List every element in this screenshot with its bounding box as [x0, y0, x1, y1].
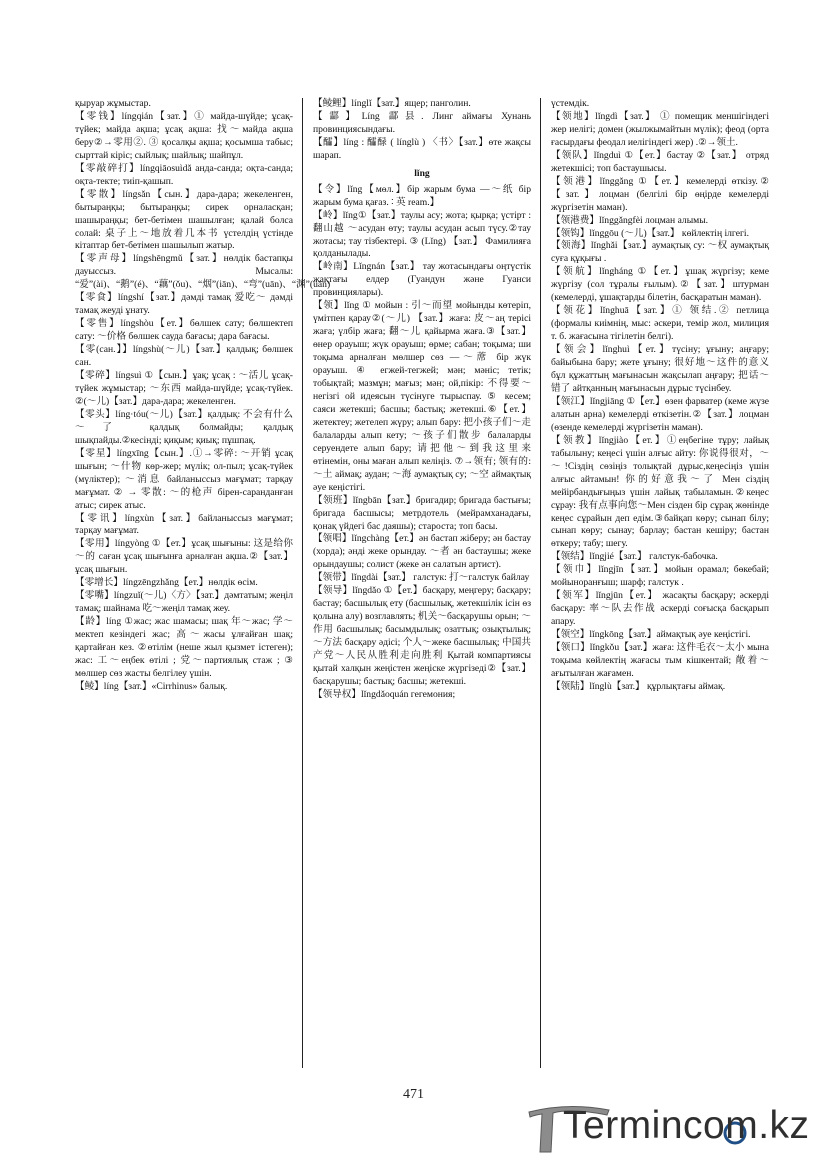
dictionary-entry: 【领海】lǐnghǎi【зат.】аумақтық су: ～权 аумақтық суға құқығы . — [551, 240, 769, 265]
dictionary-entry: 【领花】lǐnghuā【зат.】① 领结.② петлица (формалы киімнің, мыс: әскери, темір жол, милиция т. б. жағасына тігілетін белгі). — [551, 305, 769, 343]
dictionary-entry: 【零增长】língzēngzhǎng【ет.】нөлдік өсім. — [75, 577, 258, 589]
dictionary-entry: 【领口】lǐngkǒu【зат.】жаға: 这件毛衣～太小 мына тоқыма көйлектің жағасы тым кішкентай; 敞着～ағытылған жағамен. — [551, 642, 769, 679]
dictionary-entry: 【领】lǐng ① мойын : 引～而望 мойынды көтеріп, үмітпен қарау②(～儿) 【зат.】жаға: 皮～аң терісі жаға; үлбір жаға; 翻～儿 қайырма жаға.③【зат.】 өнер орауыш; жүк орауыш; өрме; сабан; тоқыма; ши тоқыма арналған мөлшер сөз —～蓆 бір жүк орауыш. ④ егжей-тегжей; мән; мәніс; тетік; тобықтай; мазмұн; мағыз; мән; ой,пікір: 不得要～ негізгі ой идеясын түсінуге тырыспау. ⑤ кесем; саяси жетекші; басшы; бастық; жетекші.⑥【ет.】жетектеу; жетелеп жүру; алып бару: 把小孩子们～走 балаларды алып кету; ～孩子们散步 балаларды серуендете алып бару; 请把他～到我这里来 өтінемін, оны маған алып келіңіз. ⑦→领有; 领有的: ～土 аймақ; аудан; ～海 аумақтық су; ～空 аймақтық әуе кеңістігі. — [313, 300, 531, 493]
dictionary-entry: 【领队】lǐngduì ①【ет.】бастау ②【зат.】 отряд жетекшісі; топ бастаушысы. — [551, 149, 769, 174]
dictionary-entry: 【鲮鲤】línglǐ【зат.】ящер; панголин. — [313, 98, 471, 109]
dictionary-entry: 【酃】Líng 酃县. Линг аймағы Хунань провинциясындағы. — [313, 110, 531, 135]
dictionary-entry: 【零声母】língshēngmǔ【зат.】нөлдік бастапқы дауыссыз. Мысалы: “爱”(ài)、“鹅”(é)、“藕”(ǒu)、“烟”(iān)、“弯”(uān)、“渊”(üān) — [75, 253, 331, 291]
dictionary-entry: үстемдік. — [551, 98, 590, 109]
dictionary-entry: 【领带】lǐngdài【зат.】 галстук: 打～галстук байлау — [313, 572, 530, 584]
dictionary-entry: 【零讯】língxùn【зат.】байланыссыз мағұмат; тарқау мағұмат. — [75, 512, 293, 537]
dictionary-entry: 【零星】língxīng【сын.】.①→零碎: ～开销 ұсақ шығын; ～什物 көр-жер; мүлік; ол-пыл; ұсақ-түйек (мүліктер); ～消息 байланыссыз мағұмат; тарқау мағұмат. ② → 零散: ～的枪声 бірен-саранданған атыс; сирек атыс. — [75, 447, 293, 511]
section-heading: lǐng — [414, 167, 430, 179]
dictionary-entry: 【令】lǐng【мөл.】бір жарым бума —～纸 бір жарым бума қағаз. ∶ 英 ream.】 — [313, 183, 531, 208]
dictionary-entry: 【领巾】lǐngjīn【зат.】мойын орамал; бөкебай; мойыноранғыш; шарф; галстук . — [551, 564, 769, 589]
dictionary-entry: 【领钩】lǐnggōu (～儿)【зат.】 көйлектің ілгегі. — [551, 227, 750, 239]
dictionary-entry: 【零散】língsǎn【сын.】дара-дара; жекеленген, бытыраңқы; бытыраңқы; сирек орналасқан; шашыраңқы; бет-бетімен шашылған; қалай болса солай: 桌子上～地放着几本书 үстелдің үстінде кітаптар бет-бетімен шашылып жатыр. — [75, 188, 293, 252]
dictionary-entry: 【领唱】lǐngchàng【ет.】ән бастап жіберу; ән бастау (хорда); әнді жеке орындау. ～者 ән бастаушы; жеке орындаушы; солист (жеке ән салатын артист). — [313, 533, 531, 571]
column-divider — [302, 98, 303, 1068]
logo-text: Termincom.kz — [563, 1104, 810, 1147]
dictionary-entry: 【鲮】líng【зат.】«Cirrhinus» балық. — [75, 680, 228, 692]
dictionary-entry: 【领航】lǐngháng ①【ет.】ұшақ жүргізу; кеме жүргізу (сол тұралы ғылым).②【зат.】штурман (кемелерді, ұшақтарды білетін, басқаратын маман). — [551, 266, 769, 304]
dictionary-entry: 【领港】lǐnggǎng ①【ет.】кемелерді өткізу.② 【зат.】лоцман (белгілі бір өңірде кемелерді жүргізетін маман). — [551, 175, 769, 213]
dictionary-entry: қыруар жұмыстар. — [75, 98, 151, 109]
dictionary-entry: 【零(сан.】】língshù(～儿)【зат.】қалдық; бөлшек сан. — [75, 344, 293, 369]
dictionary-entry: 【零钱】língqián【зат.】① майда-шүйде; ұсақ-түйек; майда ақша; ұсақ ақша: 找～майда ақша беру②→零用②. ③ қосалқы ақша; қосымша табыс; сырттай кіріс; сыйлық; шайлық; шайпұл. — [75, 110, 293, 161]
dictionary-entry: 【领导权】lǐngdǎoquán гегемония; — [313, 688, 456, 700]
dictionary-entry: 【零用】língyòng ①【ет.】ұсақ шығыны: 这是给你～的 саған ұсақ шығынға арналған ақша.②【зат.】ұсақ шығын. — [75, 538, 293, 576]
dictionary-entry: 【岭】lǐng①【зат.】таулы асу; жота; қырқа; үстірт : 翻山越 ～асудан өту; таулы асудан асып түсу.②тау жотасы; тау тізбектері. ③ (Lǐng) 【зат.】 Фамилияға қолданылады. — [313, 209, 531, 260]
dictionary-entry: 【零嘴】língzuǐ(～儿)〈方〉【зат.】дәмтатым; жеңіл тамақ; шайнама 吃～жеңіл тамақ жеу. — [75, 590, 293, 615]
dictionary-entry: 【零食】língshí【зат.】дәмді тамақ 爱吃～ дәмді тамақ жеуді ұнату. — [75, 292, 293, 317]
page-number: 471 — [403, 1087, 424, 1102]
dictionary-entry: 【零头】líng·tóu(～儿)【зат.】қалдық: 不会有什么～了 қалдық болмайды; қалдық шықпайды.②кесінді; қиқым; қиық; пұшпақ. — [75, 408, 293, 446]
dictionary-entry: 【醽】líng : 醽醁 ( línglù ) 〈书〉【зат.】өте жақсы шарап. — [313, 136, 531, 161]
dictionary-entry: 【领结】lǐngjié【зат.】 галстук-бабочка. — [551, 551, 718, 563]
dictionary-entry: 【岭南】Lǐngnán【зат.】 тау жотасындағы оңтүстік жақтағы елдер (Гуандун және Гуанси провинциялары). — [313, 261, 531, 299]
dictionary-entry: 【领陆】lǐnglù【зат.】 құрлықтағы аймақ. — [551, 680, 726, 692]
dictionary-entry: 【领空】lǐngkōng【зат.】аймақтық әуе кеңістігі. — [551, 629, 751, 641]
dictionary-entry: 【零敲碎打】língqiāosuìdǎ анда-санда; оқта-санда; оқта-текте; тиіп-қашып. — [75, 162, 293, 187]
dictionary-entry: 【领军】lǐngjūn【ет.】 жасақты басқару; әскерді басқару: 率～队去作战 әскерді соғысқа басқарып апару. — [551, 590, 769, 628]
termincom-logo — [523, 1100, 813, 1156]
dictionary-column-2 — [313, 98, 531, 702]
dictionary-column-3 — [551, 98, 769, 694]
dictionary-entry: 【领港费】lǐnggǎngfèi лоцман алымы. — [551, 214, 709, 226]
dictionary-entry: 【领导】lǐngdǎo ①【ет.】басқару, меңгеру; басқару; бастау; басшылық ету (басшылық, жетекшілік ісін өз қолына алу) возглавлять; 机关～басқарушы орын; ～作用 басшылық; басымдылық; озаттық; озықтылық; ～方法 басқару әдісі; 个人～жеке басшылық; 中国共产党～人民从胜利走向胜利 Қытай компартиясы қытай халқын жеңістен жеңіске жүргізеді②【зат.】басқарушы; бастық; басшы; жетекші. — [313, 585, 531, 687]
column-divider — [540, 98, 541, 1068]
dictionary-entry: 【领会】lǐnghuì【ет.】түсіну; ұғыну; аңғару; байыбына бару; жете ұғыну; 很好地～这件的意义 бұл құжаттың мағынасын жақсылап аңғару; 把话～错了 айтқанның мағынасын дұрыс түсінбеу. — [551, 344, 769, 394]
dictionary-entry: 【龄】líng ①жас; жас шамасы; шақ 年～жас; 学～ мектеп кезіндегі жас; 高～жасы ұлғайған шақ; қартайған кез. ②өтілім (неше жыл қызмет істеген); жас: 工～еңбек өтілі ; 党～партиялық стаж ; ③ мөлшер сөз жасты белгілеу үшін. — [75, 616, 293, 679]
dictionary-entry: 【领江】lǐngjiāng ①【ет.】өзен фарватер (кеме жүзе алатын арна) кемелерді өткізетін.②【зат.】лоцман (өзенде кемелерді жүргізетін маман). — [551, 395, 769, 433]
dictionary-entry: 【零碎】língsuì ①【сын.】ұақ; ұсақ : ～活儿 ұсақ-түйек жұмыстар; ～东西 майда-шүйде; ұсақ-түйек. ②(～儿)【зат.】дара-дара; жекеленген. — [75, 370, 293, 407]
dictionary-entry: 【零售】língshòu【ет.】бөлшек сату; бөлшектеп сату: ～价格 бөлшек сауда бағасы; дара бағасы. — [75, 318, 293, 343]
dictionary-column-1 — [75, 98, 331, 694]
dictionary-entry: 【领教】lǐngjiào【ет.】①еңбегіне тұру; лайық табылыну; кеңесі үшін алғыс айту: 你说得很对，～～!Сіздің сөзіңіз толықтай дұрыс,кеңесіңіз үшін алғыс айтамын! 你的好意我～了 Мен сіздің мейірбандығыңыз үшін лайық табыламын.②кеңес сұрау: 我有点事向您～Мен сізден бір сұрақ жөнінде кеңес сұрайын деп едім.③байқап көру; сынап білу; сынап көру; сынау; барлау; бастан кешіру; бастан өткеру; табу; шегу. — [551, 434, 769, 550]
dictionary-entry: 【领班】lǐngbān【зат.】бригадир; бригада бастығы; бригада басшысы; метрдотель (мейрамханадағы, қонақ үйдегі бас даяшы); староста; топ басы. — [313, 494, 531, 532]
dictionary-entry: 【领地】lǐngdì【зат.】 ① помещик меншігіндегі жер иелігі; домен (жылжымайтын мүлік); феод (орта ғасырдағы феодал иелігіндегі жер) .②→领土. — [551, 110, 769, 148]
